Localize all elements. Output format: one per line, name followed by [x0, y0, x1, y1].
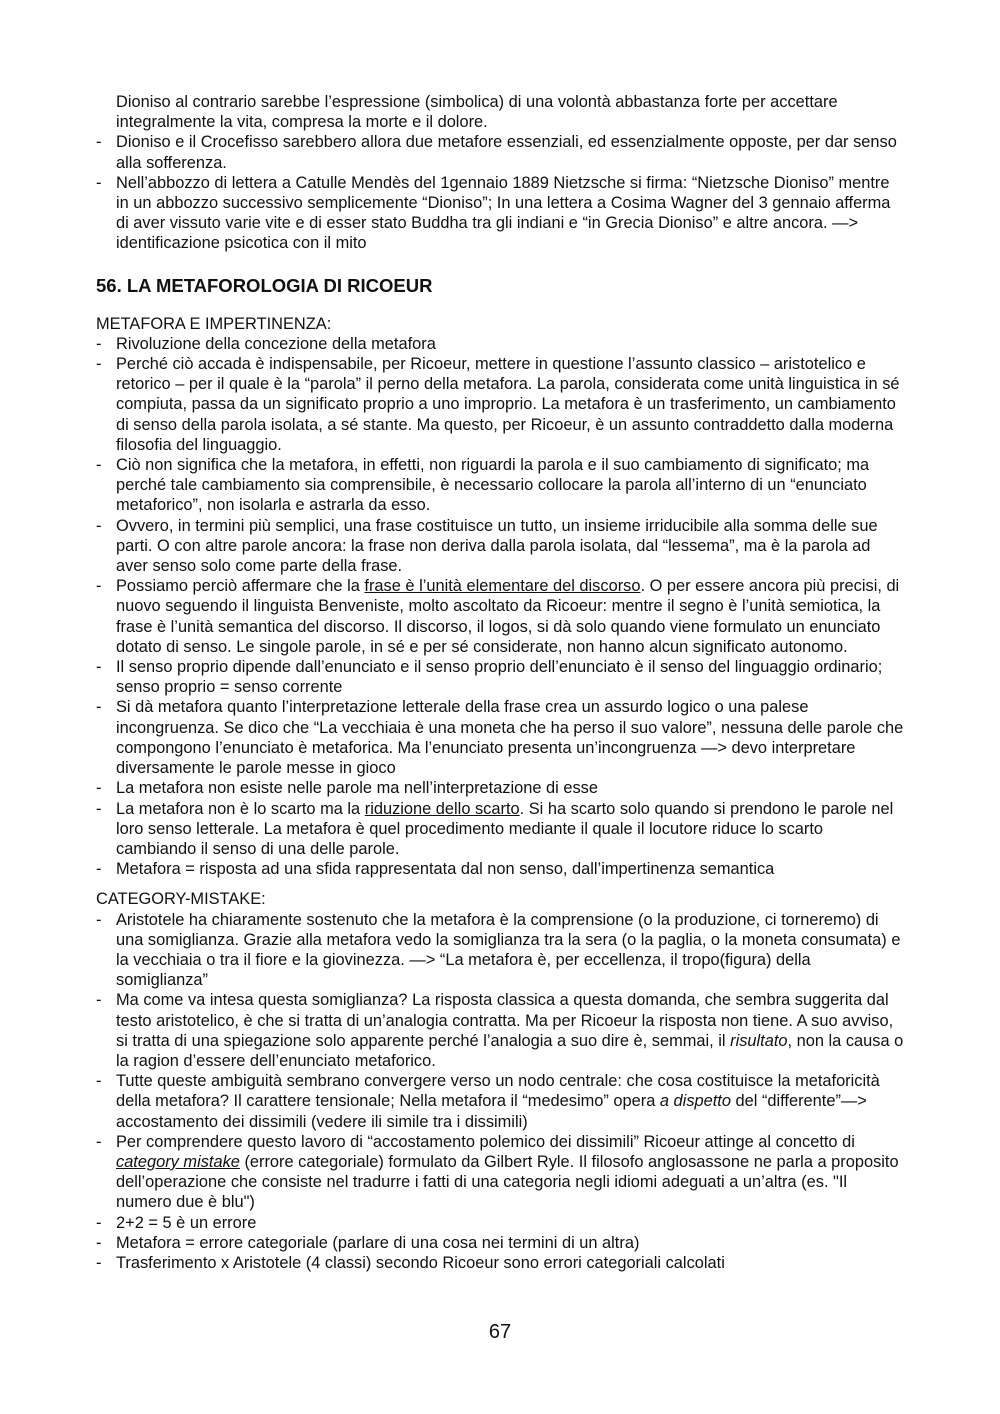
list-item-text: , non la causa o la ragion d’essere dell’enunciato metaforico. [116, 1031, 904, 1070]
list-item-text: . O per essere ancora più precisi, di nuovo seguendo il linguista Benveniste, molto ascoltato da Ricoeur: mentre il segno è l’unità semiotica, la frase è l’unità semantica del discorso. Il discorso, il logos, si dà solo quando viene formulato un enunciato dotato di senso. Le singole parole, in sé e per sé considerate, non hanno alcun significato autonomo. [116, 577, 900, 656]
bullet-dash: - [96, 133, 102, 152]
list-item [96, 1253, 906, 1273]
continuation-paragraph: Dioniso al contrario sarebbe l’espressione (simbolica) di una volontà abbastanza forte per accettare integralmente la vita, compresa la morte e il dolore. [116, 93, 838, 132]
subheading-category-mistake: CATEGORY-MISTAKE: [96, 890, 266, 909]
bullet-dash: - [96, 577, 102, 596]
bullet-dash: - [96, 1132, 102, 1151]
list-item [96, 173, 906, 254]
bullet-dash: - [96, 1072, 102, 1091]
list-item [96, 1233, 906, 1253]
list-item-text: Metafora = errore categoriale (parlare di una cosa nei termini di un altra) [116, 1233, 640, 1252]
list-item [96, 576, 906, 657]
list-item-text: Metafora = risposta ad una sfida rappresentata dal non senso, dall’impertinenza semantica [116, 860, 775, 879]
bullet-dash: - [96, 991, 102, 1010]
italic-phrase: a dispetto [659, 1092, 731, 1111]
list-item-text: Trasferimento x Aristotele (4 classi) secondo Ricoeur sono errori categoriali calcolati [116, 1253, 725, 1272]
list-item-text: 2+2 = 5 è un errore [116, 1213, 257, 1232]
list-item-text: Ovvero, in termini più semplici, una frase costituisce un tutto, un insieme irriducibile alla somma delle sue parti. O con altre parole ancora: la frase non deriva dalla parola isolata, dal “lessema”, ma è la parola ad aver senso solo come parte della frase. [116, 516, 878, 576]
list-item [96, 697, 906, 778]
list-item-text: Rivoluzione della concezione della metafora [116, 334, 436, 353]
list-item-text: del “differente”—> accostamento dei dissimili (vedere ili simile tra i dissimili) [116, 1092, 867, 1131]
list-item [96, 778, 906, 798]
list-item-text: Aristotele ha chiaramente sostenuto che la metafora è la comprensione (o la produzione, ci torneremo) di una somiglianza. Grazie alla metafora vedo la somiglianza tra la sera (o la paglia, o la moneta consumata) e la vecchiaia o tra il fiore e la giovinezza. —> “La metafora è, per eccellenza, il tropo(figura) della somiglianza” [116, 910, 901, 990]
category-bullet-list [96, 910, 906, 1274]
list-item [96, 455, 906, 516]
page-content [96, 92, 906, 1273]
list-item [96, 910, 906, 991]
bullet-dash: - [96, 779, 102, 798]
list-item-text: Il senso proprio dipende dall’enunciato e il senso proprio dell’enunciato è il senso del linguaggio ordinario; senso proprio = senso corrente [116, 658, 883, 697]
list-item [96, 1213, 906, 1233]
bullet-dash: - [96, 516, 102, 535]
bullet-dash: - [96, 658, 102, 677]
bullet-dash: - [96, 456, 102, 475]
list-item-text: (errore categoriale) formulato da Gilbert Ryle. Il filosofo anglosassone ne parla a proposito dell’operazione che consiste nel tradurre i fatti di una categoria negli idiomi adeguati a un’altra (es. "Il numero due è blu") [116, 1152, 899, 1212]
list-item [96, 990, 906, 1071]
list-item-text: Dioniso e il Crocefisso sarebbero allora due metafore essenziali, ed essenzialmente opposte, per dar senso alla sofferenza. [116, 133, 897, 172]
bullet-dash: - [96, 860, 102, 879]
list-item [96, 132, 906, 172]
list-item-text: Per comprendere questo lavoro di “accostamento polemico dei dissimili” Ricoeur attinge al concetto di [116, 1132, 855, 1151]
list-item [96, 1132, 906, 1213]
bullet-dash: - [96, 355, 102, 374]
metafora-bullet-list [96, 334, 906, 879]
bullet-dash: - [96, 173, 102, 192]
intro-bullet-list [96, 132, 906, 253]
list-item-text: Ciò non significa che la metafora, in effetti, non riguardi la parola e il suo cambiamento di significato; ma perché tale cambiamento sia comprensibile, è necessario collocare la parola all’interno di un “enunciato metaforico”, non isolarla e astrarla da esso. [116, 456, 870, 515]
list-item [96, 657, 906, 697]
bullet-dash: - [96, 1253, 102, 1272]
list-item [96, 1071, 906, 1132]
list-item-text: Perché ciò accada è indispensabile, per Ricoeur, mettere in questione l’assunto classico – aristotelico e retorico – per il quale è la “parola” il perno della metafora. La parola, considerata come unità linguistica in sé compiuta, passa da un significato proprio a uno improprio. La metafora è un trasferimento, un cambiamento di senso della parola isolata, a sé stante. Ma questo, per Ricoeur, è un assunto contraddetto dalla moderna filosofia del linguaggio. [116, 355, 900, 454]
bullet-dash: - [96, 799, 102, 818]
underlined-phrase: riduzione dello scarto [364, 799, 520, 818]
list-item-text: Si dà metafora quanto l’interpretazione letterale della frase crea un assurdo logico o una palese incongruenza. Se dico che “La vecchiaia è una moneta che ha perso il suo valore”, nessuna delle parole che compongono l’enunciato è metaforica. Ma l’enunciato presenta un’incongruenza —> devo interpretare diversamente le parole messe in gioco [116, 698, 904, 778]
list-item-text: La metafora non esiste nelle parole ma nell’interpretazione di esse [116, 779, 598, 798]
list-item-text: Possiamo perciò affermare che la [116, 577, 365, 596]
bullet-dash: - [96, 698, 102, 717]
list-item [96, 516, 906, 577]
bullet-dash: - [96, 1213, 102, 1232]
list-item-text: Ma come va intesa questa somiglianza? La risposta classica a questa domanda, che sembra suggerita dal testo aristotelico, è che si tratta di un’analogia contratta. Ma per Ricoeur la risposta non tiene. A suo avviso, si tratta di una spiegazione solo apparente perché l’analogia a suo dire è, semmai, il [116, 991, 894, 1050]
section-heading: 56. LA METAFOROLOGIA DI RICOEUR [96, 274, 433, 296]
list-item-text: Nell’abbozzo di lettera a Catulle Mendès del 1gennaio 1889 Nietzsche si firma: “Nietzsche Dioniso” mentre in un abbozzo successivo semplicemente “Dioniso”; In una lettera a Cosima Wagner del 3 gennaio afferma di aver vissuto varie vite e di esser stato Buddha tra gli indiani e “in Grecia Dioniso” e altre ancora. —> identificazione psicotica con il mito [116, 173, 891, 253]
list-item [96, 859, 906, 879]
list-item [96, 799, 906, 860]
page-number: 67 [488, 1321, 512, 1343]
list-item [96, 334, 906, 354]
bullet-dash: - [96, 1233, 102, 1252]
bullet-dash: - [96, 910, 102, 929]
italic-underlined-term: category mistake [116, 1152, 240, 1171]
list-item-text: Tutte queste ambiguità sembrano convergere verso un nodo centrale: che cosa costituisce la metaforicità della metafora? Il carattere tensionale; Nella metafora il “medesimo” opera [116, 1072, 880, 1111]
bullet-dash: - [96, 334, 102, 353]
list-item [96, 354, 906, 455]
underlined-phrase: frase è l’unità elementare del discorso [364, 577, 641, 596]
list-item-text: La metafora non è lo scarto ma la [116, 799, 365, 818]
subheading-metafora-impertinenza: METAFORA E IMPERTINENZA: [96, 314, 332, 333]
italic-word: risultato [730, 1031, 788, 1050]
list-item-text: . Si ha scarto solo quando si prendono le parole nel loro senso letterale. La metafora è quel procedimento mediante il quale il locutore riduce lo scarto cambiando il senso di una delle parole. [116, 799, 894, 858]
